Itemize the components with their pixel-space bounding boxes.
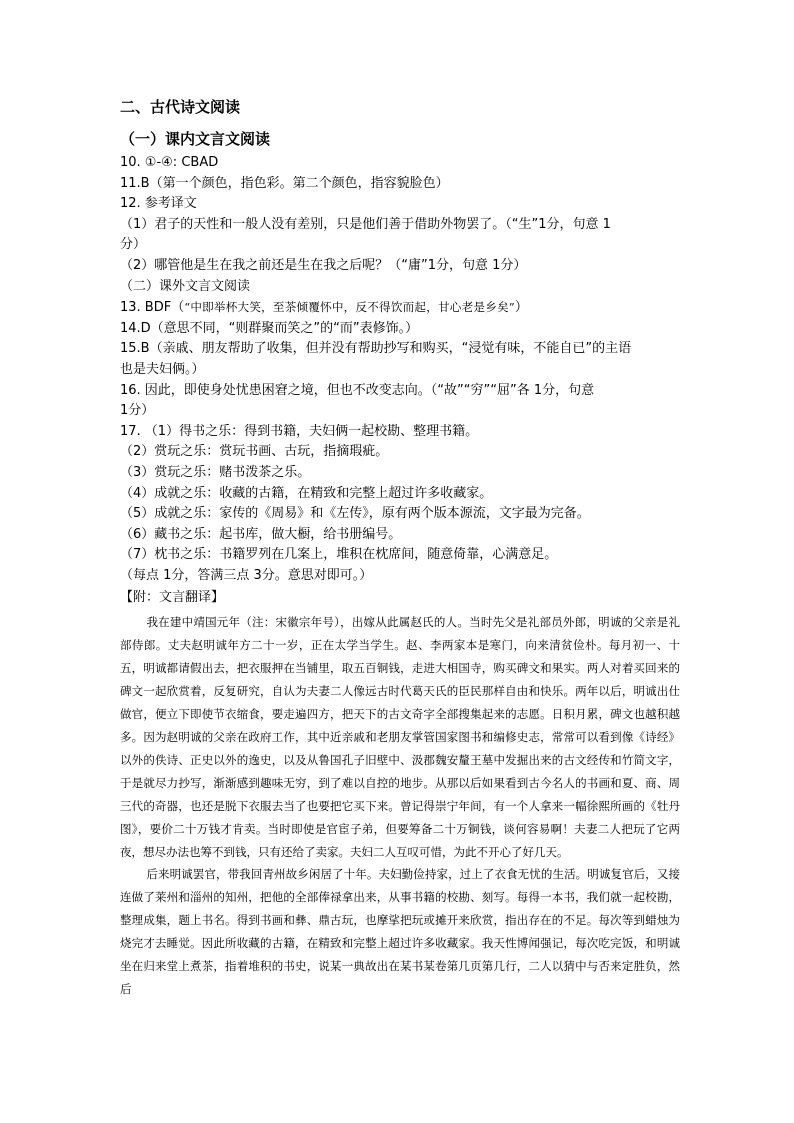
translation-paragraph-2: 后来明诚罢官，带我回青州故乡闲居了十年。夫妇勤俭持家，过上了衣食无忧的生活。明诚复官后，又接连做了莱州和淄州的知州，把他的全部俸禄拿出来，从事书籍的校勘、刻写。每得一本书，我们就一起校勘，整理成集，题上书名。得到书画和彝、鼎古玩，也摩挲把玩或摊开来欣赏，指出存在的不足。每次等到蜡烛为烧完才去睡觉。因此所收藏的古籍，在精致和完整上超过许多收藏家。我天性博闻强记，每次吃完饭，和明诚坐在归来堂上煮茶，指着堆积的书史，说某一典故出在某书某卷第几页第几行，二人以猜中与否来定胜负，然后 bbox=[120, 867, 680, 996]
answer-line-10: 10. ①-④: CBAD bbox=[120, 155, 219, 170]
answer-13-prefix: 13. BDF（ bbox=[120, 300, 185, 316]
answer-line-17-1: 17. （1）得书之乐：得到书籍，夫妇俩一起校勘、整理书籍。 bbox=[120, 423, 479, 439]
answer-line-12: 12. 参考译文 bbox=[120, 196, 197, 212]
answer-13-quote: “中即举杯大笑，至茶倾覆怀中，反不得饮而起，甘心老是乡矣” bbox=[184, 300, 515, 315]
answer-line-17-4: （4）成就之乐：收藏的古籍，在精致和完整上超过许多收藏家。 bbox=[120, 485, 493, 501]
answer-line-16: 16. 因此，即使身处忧患困窘之境，但也不改变志向。（“故”“穷”“屈”各 1分，句意 bbox=[120, 382, 595, 398]
answer-line-17-2: （2）赏玩之乐：赏玩书画、古玩，指摘瑕疵。 bbox=[120, 444, 389, 460]
answer-line-13 bbox=[120, 297, 680, 319]
answer-line-11: 11.B（第一个颜色，指色彩。第二个颜色，指容貌脸色） bbox=[120, 175, 449, 191]
answer-line-16-cont: 1分） bbox=[120, 403, 155, 419]
subsection-title-2: （二）课外文言文阅读 bbox=[120, 278, 251, 294]
answer-line-12-1-cont: 分） bbox=[120, 237, 147, 253]
subsection-title: （一）课内文言文阅读 bbox=[120, 130, 271, 148]
answer-line-12-2: （2）哪管他是生在我之前还是生在我之后呢？（“庸”1分，句意 1分） bbox=[120, 257, 527, 273]
translation-paragraph-1: 我在建中靖国元年（注：宋徽宗年号），出嫁从此属赵氏的人。当时先父是礼部员外郎，明诚的父亲是礼部侍郎。丈夫赵明诚年方二十一岁，正在太学当学生。赵、李两家本是寒门，向来清贫俭朴。每月初一、十五，明诚都请假出去，把衣服押在当铺里，取五百铜钱，走进大相国寺，购买碑文和果实。两人对着买回来的碑文一起欣赏着，反复研究，自认为夫妻二人像远古时代葛天氏的臣民那样自由和快乐。两年以后，明诚出仕做官，便立下即使节衣缩食，要走遍四方，把天下的古文奇字全部搜集起来的志愿。日积月累，碑文也越积越多。因为赵明诚的父亲在政府工作，其中近亲戚和老朋友掌管国家图书和编修史志，常常可以看到像《诗经》以外的佚诗、正史以外的逸史，以及从鲁国孔子旧壁中、汲郡魏安釐王墓中发掘出来的古文经传和竹简文字，于是就尽力抄写，渐渐感到趣味无穷，到了难以自控的地步。从那以后如果看到古今名人的书画和夏、商、周三代的奇器，也还是脱下衣服去当了也要把它买下来。曾记得崇宁年间，有一个人拿来一幅徐熙所画的《牡丹图》，要价二十万钱才肯卖。当时即使是官宦子弟，但要筹备二十万铜钱，谈何容易啊！夫妻二人把玩了它两夜，想尽办法也筹不到钱，只有还给了卖家。夫妇二人互叹可惜，为此不开心了好几天。 bbox=[120, 615, 680, 859]
appendix-title: 【附：文言翻译】 bbox=[120, 590, 225, 606]
answer-line-14: 14.D（意思不同，“则群聚而笑之”的“而”表修饰。） bbox=[120, 320, 419, 336]
section-title: 二、古代诗文阅读 bbox=[120, 98, 241, 116]
answer-13-suffix: ） bbox=[514, 300, 528, 316]
answer-line-15: 15.B（亲戚、朋友帮助了收集，但并没有帮助抄写和购买，“浸觉有味，不能自已”的主语 bbox=[120, 341, 632, 357]
document-body bbox=[120, 96, 680, 1001]
answer-line-15-cont: 也是夫妇俩。） bbox=[120, 361, 205, 377]
answer-line-17-3: （3）赏玩之乐：赌书泼茶之乐。 bbox=[120, 464, 311, 480]
answer-line-17-6: （6）藏书之乐：起书库，做大橱，给书册编号。 bbox=[120, 526, 402, 542]
answer-line-17-5: （5）成就之乐：家传的《周易》和《左传》，原有两个版本源流，文字最为完备。 bbox=[120, 506, 590, 522]
answer-line-12-1: （1）君子的天性和一般人没有差别，只是他们善于借助外物罢了。（“生”1分，句意 1 bbox=[120, 216, 611, 232]
answer-line-17-7: （7）枕书之乐：书籍罗列在几案上，堆积在枕席间，随意倚靠，心满意足。 bbox=[120, 547, 558, 563]
scoring-note: （每点 1分，答满三点 3分。意思对即可。） bbox=[120, 567, 373, 583]
